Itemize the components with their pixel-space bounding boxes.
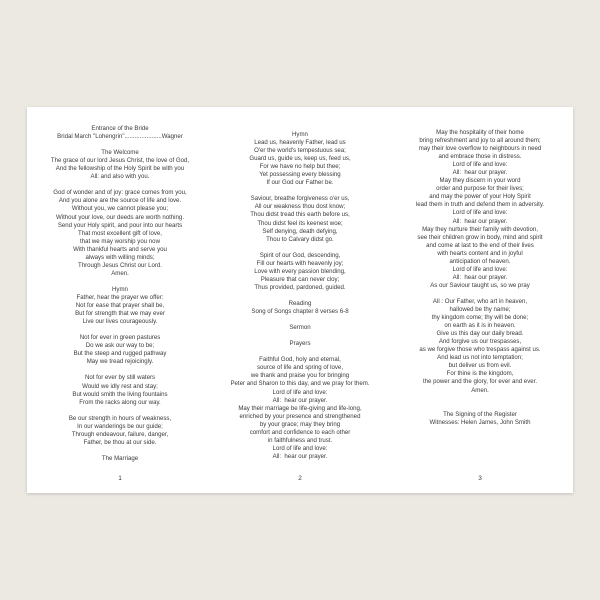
text-line: Amen. — [471, 386, 489, 394]
text-line: see their children grow in body, mind and spirit — [417, 233, 543, 241]
text-line: Would we idly rest and stay; — [82, 382, 158, 390]
text-line: the power and the glory, for ever and ever. — [422, 378, 538, 386]
text-line: Pleasure that can never cloy; — [260, 275, 340, 283]
text-line: Fill our hearts with heavenly joy; — [256, 259, 344, 267]
text-line: enriched by your presence and strengthened — [239, 412, 361, 420]
text-line: by your grace; may they bring — [259, 420, 341, 428]
text-line: Through endeavour, failure, danger, — [71, 430, 169, 438]
text-line: Song of Songs chapter 8 verses 6-8 — [251, 308, 349, 316]
text-line: Be our strength in hours of weakness, — [68, 414, 172, 422]
text-line: But for strength that we may ever — [75, 310, 165, 318]
text-line: May they discern in your word — [439, 177, 521, 185]
text-line: Give us this day our daily bread. — [436, 330, 524, 338]
text-line: Witnesses: Helen James, John Smith — [429, 418, 531, 426]
text-line: The Marriage — [101, 454, 139, 462]
text-line: The Welcome — [101, 149, 139, 157]
text-line: Lead us, heavenly Father, lead us — [254, 139, 346, 147]
text-line: Lord of life and love: — [272, 388, 328, 396]
text-line: and may the power of your Holy Spirit — [429, 193, 531, 201]
text-line: For thine is the kingdom, — [446, 370, 514, 378]
text-line: Reading — [288, 299, 312, 307]
text-line: source of life and spring of love, — [256, 364, 344, 372]
text-line: Love with every passion blending, — [254, 267, 346, 275]
text-line: All: and also with you. — [90, 173, 150, 181]
text-line: Lord of life and love: — [452, 209, 508, 217]
text-line: O'er the world's tempestuous sea; — [254, 147, 346, 155]
text-line: From the racks along our way. — [79, 398, 161, 406]
text-line — [210, 316, 390, 324]
text-line: Lord of life and love: — [452, 265, 508, 273]
text-line: Do we ask our way to be; — [85, 342, 155, 350]
text-line: Hymn — [292, 131, 308, 138]
text-line: In our wanderings be our guide; — [77, 422, 163, 430]
text-line: As our Saviour taught us, so we pray — [430, 281, 530, 289]
text-line: anticipation of heaven. — [449, 257, 511, 265]
text-line: on earth as it is in heaven. — [444, 322, 516, 330]
text-line: Faithful God, holy and eternal, — [259, 356, 341, 364]
text-line: God of wonder and of joy: grace comes from you, — [53, 189, 187, 197]
text-line — [30, 141, 210, 149]
text-line: Without your love, our deeds are worth nothing. — [55, 213, 185, 221]
text-line — [30, 407, 210, 415]
text-line: Bridal March "Lohengrin"......................Wagner — [57, 133, 183, 141]
text-line: and embrace those in distress. — [438, 153, 522, 161]
text-line: Through Jesus Christ our Lord. — [78, 261, 162, 269]
text-line: Yet possessing every blessing — [259, 171, 341, 179]
page-2-column — [210, 131, 390, 461]
text-line: Self denying, death defying, — [262, 227, 338, 235]
text-line: thy kingdom come; thy will be done; — [431, 314, 529, 322]
text-line: Lord of life and love: — [452, 161, 508, 169]
text-line: Spirit of our God, descending, — [259, 251, 341, 259]
text-line: May the hospitality of their home — [436, 129, 524, 136]
text-line: may their love overflow to neighbours in need — [418, 145, 542, 153]
text-line: Father, hear the prayer we offer: — [76, 293, 164, 301]
text-line: Thou didst feel its keenest woe; — [257, 219, 343, 227]
text-line: but deliver us from evil. — [448, 362, 512, 370]
text-line — [210, 187, 390, 195]
text-line: Not for ever by still waters — [84, 374, 156, 382]
text-line — [390, 395, 570, 403]
text-line: with hearts content and in joyful — [437, 249, 523, 257]
page-1-column — [30, 125, 210, 463]
text-line: hallowed be thy name; — [449, 306, 511, 314]
text-line: bring refreshment and joy to all around them; — [419, 137, 541, 145]
text-line: lead them in truth and defend them in adversity. — [415, 201, 545, 209]
text-line: The grace of our lord Jesus Christ, the love of God, — [50, 157, 190, 165]
text-line: Not for ever in green pastures — [79, 334, 161, 342]
text-line: Thus provided, pardoned, guided. — [254, 283, 346, 291]
text-line: All our weakness thou dost know; — [254, 203, 346, 211]
text-line: Saviour, breathe forgiveness o'er us, — [250, 195, 350, 203]
page-3-column — [390, 129, 570, 427]
text-line: Not for ease that prayer shall be, — [75, 302, 165, 310]
text-line: in faithfulness and trust. — [267, 436, 333, 444]
text-line: Sermon — [289, 324, 311, 332]
text-line: Hymn — [112, 285, 128, 293]
text-line — [390, 403, 570, 411]
text-line — [210, 244, 390, 252]
text-line: All: hear our prayer. — [272, 396, 328, 404]
text-line: May they nurture their family with devotion, — [422, 225, 538, 233]
text-line: All : Our Father, who art in heaven, — [432, 297, 528, 305]
text-line: But would smith the living fountains — [72, 390, 168, 398]
text-line: Entrance of the Bride — [91, 125, 149, 132]
text-line — [30, 181, 210, 189]
text-line: All: hear our prayer. — [452, 273, 508, 281]
text-line: Lord of life and love: — [272, 444, 328, 452]
page-number-2: 2 — [298, 475, 302, 482]
text-line: All: hear our prayer. — [452, 217, 508, 225]
text-line: The Signing of the Register — [443, 410, 517, 418]
text-line: And lead us not into temptation; — [437, 354, 523, 362]
text-line: But the steep and rugged pathway — [73, 350, 167, 358]
text-line — [30, 366, 210, 374]
text-line: Peter and Sharon to this day, and we pray for them. — [230, 380, 370, 388]
text-line: Father, be thou at our side. — [83, 438, 157, 446]
text-line: comfort and confidence to each other — [249, 428, 351, 436]
text-line: and come at last to the end of their lives — [426, 241, 534, 249]
text-line: Send your Holy spirit, and pour into our hearts — [57, 221, 183, 229]
text-line — [30, 326, 210, 334]
text-line: always with willing minds; — [85, 253, 155, 261]
text-line: If our God our Father be. — [266, 179, 334, 187]
text-line — [210, 332, 390, 340]
text-line: Thou didst tread this earth before us, — [250, 211, 350, 219]
text-line: With thankful hearts and serve you — [73, 245, 167, 253]
text-line: we thank and praise you for bringing — [250, 372, 350, 380]
text-line: Guard us, guide us, keep us, feed us, — [249, 155, 351, 163]
text-line — [390, 290, 570, 298]
text-line: And the fellowship of the Holy Spirit be with you — [55, 165, 185, 173]
text-line: And forgive us our trespasses, — [438, 338, 522, 346]
text-line — [30, 278, 210, 286]
text-line: May we tread rejoicingly. — [86, 358, 154, 366]
text-line: Prayers — [289, 340, 311, 348]
text-line: Without you, we cannot please you; — [71, 205, 169, 213]
page-number-1: 1 — [118, 475, 122, 482]
text-line: And you alone are the source of life and love. — [58, 197, 182, 205]
text-line: May their marriage be life-giving and life-long, — [238, 404, 362, 412]
order-of-service-sheet — [27, 107, 573, 493]
text-line: Amen. — [111, 269, 129, 277]
text-line: that we may worship you now — [80, 237, 160, 245]
text-line: That most excellent gift of love, — [78, 229, 162, 237]
text-line: as we forgive those who trespass against us. — [419, 346, 541, 354]
text-line — [210, 348, 390, 356]
text-line: For we have no help but thee; — [259, 163, 341, 171]
text-line: Live our lives courageously. — [82, 318, 158, 326]
text-line: All: hear our prayer. — [452, 169, 508, 177]
text-line: All: hear our prayer. — [272, 452, 328, 460]
text-line: Thou to Calvary didst go. — [266, 235, 334, 243]
page-number-3: 3 — [478, 475, 482, 482]
text-line: order and purpose for their lives; — [436, 185, 524, 193]
text-line — [30, 447, 210, 455]
text-line — [210, 292, 390, 300]
